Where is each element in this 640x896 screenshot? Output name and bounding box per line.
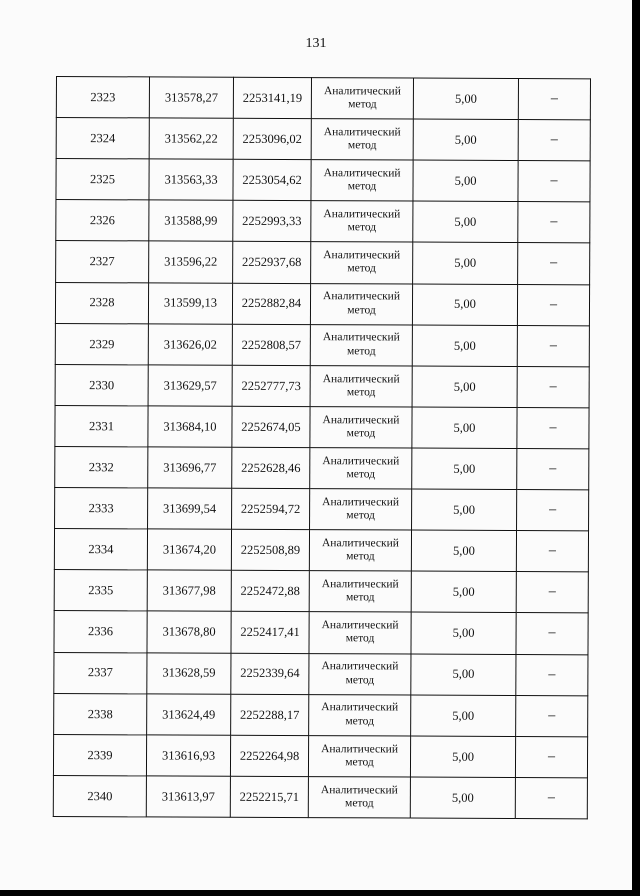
- y-coordinate-cell: 2252215,71: [230, 776, 308, 817]
- note-cell: –: [516, 613, 588, 654]
- y-coordinate-cell: 2253096,02: [233, 118, 311, 159]
- note-cell: –: [518, 120, 590, 161]
- point-number-cell: 2336: [54, 611, 147, 653]
- point-number-cell: 2334: [54, 529, 147, 571]
- table-row: [54, 611, 588, 654]
- method-line-1: Аналитический: [321, 701, 399, 714]
- method-line-2: метод: [346, 468, 376, 481]
- accuracy-cell: 5,00: [413, 201, 518, 243]
- method-cell: [311, 242, 413, 284]
- method-cell: [308, 735, 410, 777]
- note-cell: –: [518, 79, 590, 120]
- x-coordinate-cell: 313696,77: [148, 447, 232, 488]
- method-line-1: Аналитический: [323, 126, 401, 139]
- point-number-cell: 2328: [55, 282, 148, 324]
- point-number-cell: 2324: [56, 118, 149, 160]
- method-line-1: Аналитический: [321, 578, 399, 591]
- method-cell: [310, 448, 412, 490]
- y-coordinate-cell: 2252594,72: [232, 488, 310, 529]
- method-line-2: метод: [347, 180, 377, 193]
- coordinates-table: [53, 76, 591, 819]
- y-coordinate-cell: 2252417,41: [231, 612, 309, 653]
- x-coordinate-cell: 313674,20: [147, 529, 231, 570]
- table-row: [54, 529, 588, 572]
- table-row: [55, 446, 589, 489]
- note-cell: –: [516, 654, 588, 695]
- accuracy-cell: 5,00: [413, 119, 518, 161]
- method-line-2: метод: [348, 98, 377, 111]
- note-cell: –: [517, 284, 589, 325]
- note-cell: –: [515, 777, 587, 818]
- table-row: [53, 775, 587, 818]
- accuracy-cell: 5,00: [412, 407, 517, 449]
- y-coordinate-cell: 2252993,33: [233, 201, 311, 242]
- x-coordinate-cell: 313613,97: [146, 776, 230, 818]
- accuracy-cell: 5,00: [413, 242, 518, 284]
- y-coordinate-cell: 2252628,46: [232, 447, 310, 488]
- accuracy-cell: 5,00: [412, 366, 517, 408]
- method-cell: [311, 78, 413, 120]
- table-row: [56, 241, 590, 284]
- x-coordinate-cell: 313578,27: [149, 77, 233, 118]
- method-line-2: метод: [345, 797, 374, 810]
- table-row: [55, 405, 589, 448]
- method-line-2: метод: [345, 714, 374, 728]
- method-cell: [310, 324, 412, 366]
- x-coordinate-cell: 313677,98: [147, 570, 231, 611]
- method-line-2: метод: [345, 591, 375, 604]
- method-cell: [310, 283, 412, 325]
- method-cell: [309, 530, 411, 572]
- point-number-cell: 2323: [56, 77, 149, 119]
- x-coordinate-cell: 313563,33: [149, 159, 233, 200]
- point-number-cell: 2330: [55, 364, 148, 406]
- y-coordinate-cell: 2252937,68: [233, 242, 311, 283]
- method-line-1: Аналитический: [322, 454, 400, 468]
- note-cell: –: [517, 407, 589, 448]
- note-cell: –: [516, 695, 588, 736]
- method-line-2: метод: [345, 632, 375, 645]
- page-number: 131: [305, 36, 327, 51]
- method-cell: [311, 160, 413, 202]
- x-coordinate-cell: 313562,22: [149, 118, 233, 159]
- method-cell: [309, 653, 411, 695]
- y-coordinate-cell: 2252288,17: [231, 694, 309, 735]
- accuracy-cell: 5,00: [410, 777, 515, 819]
- point-number-cell: 2326: [56, 200, 149, 242]
- table-row: [55, 282, 589, 325]
- y-coordinate-cell: 2252808,57: [232, 324, 310, 365]
- y-coordinate-cell: 2252264,98: [230, 735, 308, 776]
- method-line-2: метод: [346, 427, 376, 440]
- y-coordinate-cell: 2253054,62: [233, 159, 311, 200]
- accuracy-cell: 5,00: [411, 571, 516, 613]
- table-row: [56, 118, 590, 161]
- point-number-cell: 2335: [54, 570, 147, 612]
- accuracy-cell: 5,00: [411, 530, 516, 572]
- method-line-2: метод: [347, 303, 376, 316]
- method-line-1: Аналитический: [323, 167, 401, 180]
- method-line-1: Аналитический: [322, 413, 400, 427]
- note-cell: –: [517, 366, 589, 407]
- x-coordinate-cell: 313626,02: [148, 324, 232, 365]
- method-line-2: метод: [346, 550, 375, 563]
- table-row: [56, 200, 590, 243]
- method-line-1: Аналитический: [323, 84, 401, 98]
- method-line-2: метод: [346, 386, 376, 399]
- method-line-1: Аналитический: [322, 372, 400, 386]
- method-line-2: метод: [347, 139, 377, 152]
- method-cell: [311, 201, 413, 243]
- note-cell: –: [517, 325, 589, 366]
- method-line-1: Аналитический: [322, 331, 400, 344]
- method-line-1: Аналитический: [323, 208, 401, 221]
- method-line-1: Аналитический: [323, 290, 401, 303]
- accuracy-cell: 5,00: [413, 160, 518, 202]
- note-cell: –: [516, 572, 588, 613]
- accuracy-cell: 5,00: [412, 325, 517, 367]
- table-row: [56, 159, 590, 202]
- method-cell: [311, 119, 413, 161]
- method-line-2: метод: [346, 509, 375, 522]
- point-number-cell: 2333: [55, 488, 148, 530]
- x-coordinate-cell: 313588,99: [149, 200, 233, 241]
- note-cell: –: [518, 243, 590, 284]
- x-coordinate-cell: 313629,57: [148, 365, 232, 406]
- x-coordinate-cell: 313699,54: [148, 488, 232, 529]
- method-cell: [310, 365, 412, 407]
- accuracy-cell: 5,00: [411, 695, 516, 737]
- x-coordinate-cell: 313624,49: [147, 694, 231, 735]
- accuracy-cell: 5,00: [411, 654, 516, 696]
- point-number-cell: 2329: [55, 323, 148, 365]
- table-row: [53, 734, 587, 777]
- y-coordinate-cell: 2252472,88: [231, 571, 309, 612]
- note-cell: –: [516, 531, 588, 572]
- x-coordinate-cell: 313599,13: [148, 282, 232, 323]
- accuracy-cell: 5,00: [412, 489, 517, 531]
- x-coordinate-cell: 313628,59: [147, 652, 231, 693]
- y-coordinate-cell: 2253141,19: [233, 77, 311, 118]
- method-line-1: Аналитический: [320, 783, 398, 797]
- y-coordinate-cell: 2252777,73: [232, 365, 310, 406]
- note-cell: –: [518, 161, 590, 202]
- table-row: [55, 364, 589, 407]
- table-row: [54, 693, 588, 736]
- point-number-cell: 2337: [54, 652, 147, 694]
- table-row: [55, 488, 589, 531]
- y-coordinate-cell: 2252339,64: [231, 653, 309, 694]
- note-cell: –: [517, 448, 589, 489]
- method-cell: [308, 776, 410, 818]
- table-body: [53, 77, 590, 819]
- accuracy-cell: 5,00: [412, 284, 517, 326]
- y-coordinate-cell: 2252882,84: [232, 283, 310, 324]
- method-cell: [309, 612, 411, 654]
- note-cell: –: [517, 490, 589, 531]
- y-coordinate-cell: 2252674,05: [232, 406, 310, 447]
- method-line-1: Аналитический: [321, 742, 399, 756]
- y-coordinate-cell: 2252508,89: [231, 529, 309, 570]
- table-row: [54, 652, 588, 695]
- method-cell: [310, 489, 412, 531]
- method-cell: [309, 694, 411, 736]
- note-cell: –: [518, 202, 590, 243]
- table-row: [55, 323, 589, 366]
- note-cell: –: [515, 736, 587, 777]
- accuracy-cell: 5,00: [411, 612, 516, 654]
- accuracy-cell: 5,00: [410, 736, 515, 778]
- method-line-2: метод: [345, 673, 375, 686]
- x-coordinate-cell: 313616,93: [146, 735, 230, 776]
- method-line-1: Аналитический: [321, 537, 399, 550]
- accuracy-cell: 5,00: [413, 78, 518, 120]
- method-line-1: Аналитический: [321, 660, 399, 673]
- method-line-1: Аналитический: [322, 496, 400, 509]
- method-line-1: Аналитический: [321, 619, 399, 632]
- method-line-2: метод: [345, 756, 374, 769]
- x-coordinate-cell: 313596,22: [149, 241, 233, 282]
- point-number-cell: 2340: [53, 775, 146, 817]
- table-row: [56, 77, 590, 120]
- method-cell: [310, 406, 412, 448]
- point-number-cell: 2332: [55, 446, 148, 488]
- point-number-cell: 2327: [56, 241, 149, 283]
- method-line-2: метод: [347, 262, 376, 275]
- point-number-cell: 2325: [56, 159, 149, 201]
- accuracy-cell: 5,00: [412, 448, 517, 490]
- point-number-cell: 2338: [54, 693, 147, 735]
- method-cell: [309, 571, 411, 613]
- method-line-2: метод: [347, 344, 376, 358]
- point-number-cell: 2339: [53, 734, 146, 776]
- table-row: [54, 570, 588, 613]
- x-coordinate-cell: 313678,80: [147, 611, 231, 652]
- point-number-cell: 2331: [55, 405, 148, 447]
- x-coordinate-cell: 313684,10: [148, 406, 232, 447]
- method-line-1: Аналитический: [323, 249, 401, 262]
- method-line-2: метод: [347, 221, 377, 234]
